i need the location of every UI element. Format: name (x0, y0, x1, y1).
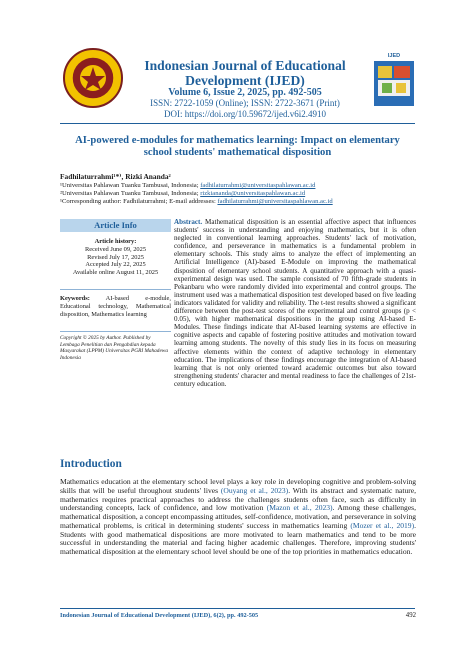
header-rule (60, 123, 415, 124)
authors: Fadhilaturrahmi¹*⁾, Rizki Ananda² (60, 172, 171, 181)
corresponding-author: ¹Corresponding author: Fadhilaturrahmi; E-mail addresses: fadhilaturrahmi@universitaspahlawan.ac.id (60, 198, 333, 206)
university-seal-icon (62, 47, 124, 109)
footer-journal-ref: Indonesian Journal of Educational Development (IJED), 6(2), pp. 492-505 (60, 612, 259, 619)
paper-title: AI-powered e-modules for mathematics learning: Impact on elementary school students' mathematical disposition (75, 135, 400, 159)
journal-doi[interactable]: DOI: https://doi.org/10.59672/ijed.v6i2.4910 (163, 109, 327, 120)
introduction-paragraph: Mathematics education at the elementary school level plays a key role in developing cognitive and problem-solving skills that will be useful throughout students' lives (Ouyang et al., 2023). With its abstract and systematic nature, mathematics requires practical approaches to address the challenges students often face, such as difficulty in understanding concepts, lack of confidence, and low motivation (Mazon et al., 2023). Among these challenges, mathematical disposition, a concept encompassing attitudes, self-confidence, motivation, and perseverance in solving mathematical problems, is critical in determining students' success in mathematics learning (Mozer et al., 2019). Students with good mathematical dispositions are more motivated to learn mathematics and tend to be more successful in understanding the material and facing higher academic challenges. Therefore, improving students' mathematical disposition at the elementary school level should be one of the top priorities in mathematics education. (60, 477, 417, 556)
affiliations (60, 182, 415, 207)
journal-volume: Volume 6, Issue 2, 2025, pp. 492-505 (168, 87, 322, 98)
section-heading-introduction: Introduction (60, 458, 122, 470)
citation-link[interactable]: (Mazon et al., 2023) (266, 503, 333, 513)
accepted-date: Accepted July 22, 2025 (85, 261, 146, 269)
copyright-notice: Copyright © 2025 by Author. Published by Lembaga Penelitian dan Pengabdian kepada Masyarakat (LPPM) Universitas PGRI Mahadewa Indonesia (60, 335, 168, 361)
keywords-label: Keywords: (60, 295, 90, 302)
email-link-3[interactable]: fadhilaturrahmi@universitaspahlawan.ac.id (217, 198, 333, 206)
email-link-1[interactable]: fadhilaturrahmi@universitaspahlawan.ac.id (200, 182, 316, 189)
email-link-2[interactable]: rizkiananda@universitaspahlawan.ac.id (200, 190, 306, 198)
journal-issn: ISSN: 2722-1059 (Online); ISSN: 2722-3671 (Print) (150, 98, 340, 109)
affiliation-2: ²Universitas Pahlawan Tuanku Tambusai, Indonesia; rizkiananda@universitaspahlawan.ac.id (60, 190, 306, 198)
citation-link[interactable]: (Mozer et al., 2019) (350, 520, 415, 530)
abstract-label: Abstract. (174, 218, 203, 226)
abstract (60, 218, 416, 388)
journal-title: Indonesian Journal of Educational Development (IJED) (144, 58, 346, 88)
affiliation-1: ¹Universitas Pahlawan Tuanku Tambusai, Indonesia; fadhilaturrahmi@universitaspahlawan.ac.id (60, 182, 316, 189)
keywords-text: AI-based e-module, Educational technology, Mathematical disposition, Mathematics learning (60, 295, 171, 318)
history-label: Article history: (94, 238, 137, 245)
footer-rule (60, 608, 415, 609)
page-number: 492 (405, 612, 416, 619)
available-date: Available online August 11, 2025 (72, 269, 159, 277)
journal-info (120, 87, 370, 121)
received-date: Received June 09, 2025 (84, 245, 147, 253)
citation-link[interactable]: (Ouyang et al., 2023) (220, 485, 289, 495)
article-info-heading: Article Info (60, 219, 171, 232)
journal-cover-image (374, 52, 414, 106)
abstract-text: Mathematical disposition is an essential affective aspect that influences students' success in understanding and enjoying mathematics, but it is often neglected in conventional learning approaches. Students' lack of motivation, confidence, and perseverance in mathematics is a fundamental problem in elementary schools. This study aims to analyze the effect of implementing an Artificial Intelligence (AI)-based E-Module on improving the mathematical disposition of elementary school students. A quantitative approach with a quasi-experimental design was used. The sample consisted of 70 fifth-grade students in Pekanbaru who were randomly divided into experimental and control groups. The instrument used was a mathematical disposition test developed based on five leading indicators validated for validity and reliability. The t-test results showed a significant difference between the post-test scores of the experimental and control groups (p < 0.05), with higher mathematical dispositions in the group using AI-based E-Modules. These findings indicate that AI-based learning systems are effective in cognitive aspects and capable of fostering positive attitudes and motivation toward learning among students. The novelty of this study lies in its focus on measuring affective elements within the context of adaptive technology in elementary education. The implications of these findings encourage the integration of AI-based learning that is not only oriented toward academic outcomes but also toward strengthening students' character and mental readiness to face the challenges of 21st-century education. (174, 218, 416, 388)
revised-date: Revised July 17, 2025 (87, 253, 144, 261)
cover-label: IJED (387, 53, 401, 59)
